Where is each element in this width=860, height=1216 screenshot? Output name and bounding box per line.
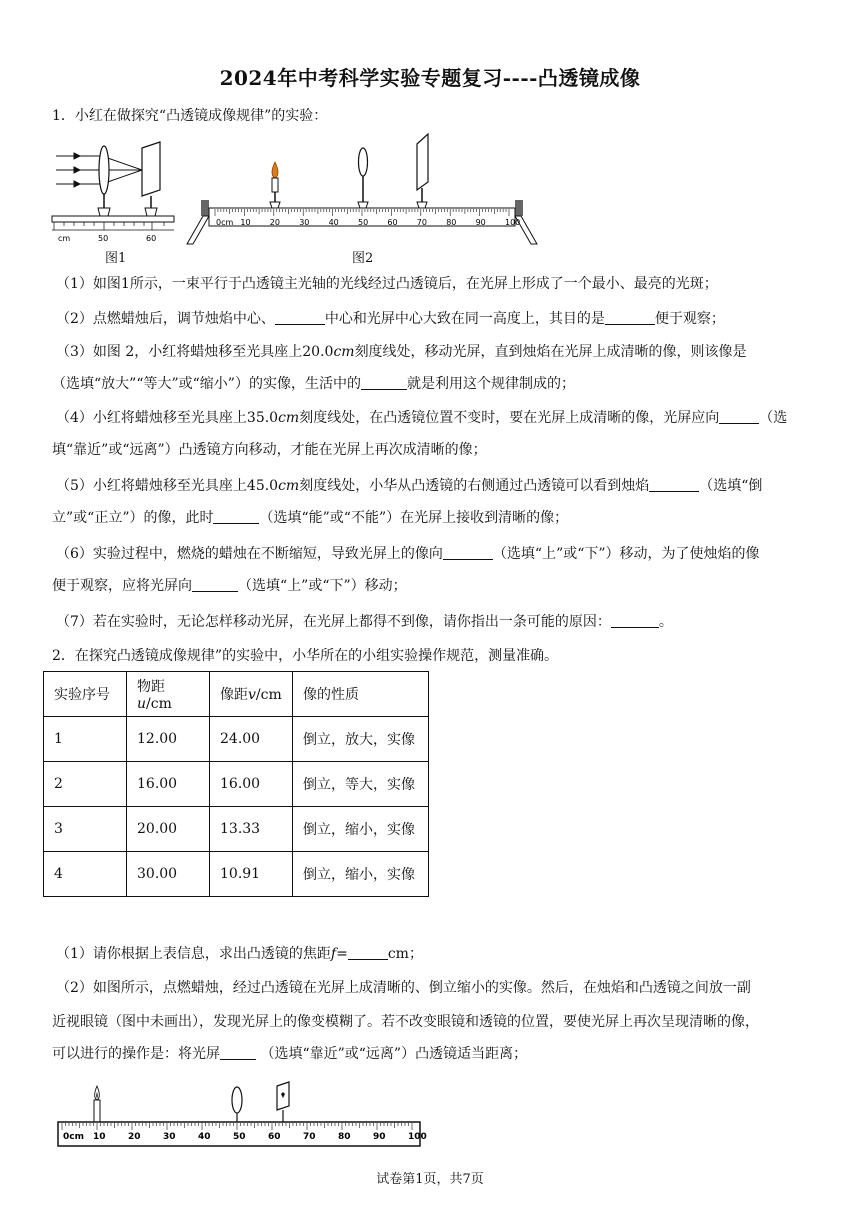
fig3-tick-label: 40 [198,1132,211,1142]
table-cell: 30.00 [127,852,210,897]
q2-part2-line2: 近视眼镜（图中未画出），发现光屏上的像变模糊了。若不改变眼镜和透镜的位置，要使光屏上再次呈现清晰的像， [52,1014,759,1030]
answer-blank[interactable] [275,310,325,325]
q1-stem: 1．小红在做探究“凸透镜成像规律”的实验： [52,108,328,124]
q1-part4-line2: 填“靠近”或“远离”）凸透镜方向移动，才能在光屏上再次成清晰的像； [52,442,487,458]
answer-blank[interactable] [605,310,655,325]
fig3-tick-label: 90 [373,1132,386,1142]
fig3-tick-label: 0cm [63,1132,84,1142]
table-cell: 倒立，等大，实像 [293,762,429,807]
answer-blank[interactable] [649,477,699,492]
fig1-tick-cm: cm [58,234,71,243]
q1-part1: （1）如图1所示，一束平行于凸透镜主光轴的光线经过凸透镜后，在光屏上形成了一个最小、最亮的光斑； [56,276,718,292]
fig2-tick-label: 70 [416,218,427,227]
fig2-tick-label: 20 [269,218,280,227]
q1-part6-line2: 便于观察，应将光屏向 （选填“上”或“下”）移动； [52,578,407,594]
answer-blank[interactable] [719,409,759,424]
table-header-row [44,672,429,717]
figure-3-optical-bench [56,1080,427,1152]
answer-blank[interactable] [611,613,659,628]
answer-blank[interactable] [361,375,407,390]
fig3-tick-label: 80 [338,1132,351,1142]
table-cell: 24.00 [210,717,293,762]
q1-part5-line1: （5）小红将蜡烛移至光具座上45.0cm刻度线处，小华从凸透镜的右侧通过凸透镜可以看到烛焰 （选填“倒 [56,478,763,494]
table-cell: 16.00 [127,762,210,807]
q1-part2: （2）点燃蜡烛后，调节烛焰中心、 中心和光屏中心大致在同一高度上，其目的是 便于观察； [56,311,725,327]
fig3-tick-label: 50 [233,1132,246,1142]
table-row [44,717,429,762]
answer-blank[interactable] [213,509,259,524]
q2-stem: 2．在探究凸透镜成像规律”的实验中，小华所在的小组实验操作规范，测量准确。 [52,648,559,664]
q1-part7: （7）若在实验时，无论怎样移动光屏，在光屏上都得不到像，请你指出一条可能的原因： 。 [56,614,673,630]
q1-part4-line1: （4）小红将蜡烛移至光具座上35.0cm刻度线处，在凸透镜位置不变时，要在光屏上成清晰的像，光屏应向 （选 [56,410,788,426]
table-row [44,852,429,897]
answer-blank[interactable] [220,1045,256,1060]
table-cell: 13.33 [210,807,293,852]
fig3-tick-label: 20 [128,1132,141,1142]
fig2-tick-label: 80 [446,218,457,227]
table-header-cell: 物距u/cm [127,672,210,717]
table-cell: 10.91 [210,852,293,897]
page-footer: 试卷第1页，共7页 [376,1172,484,1187]
q1-part3-line2: （选填“放大”“等大”或“缩小”）的实像，生活中的 就是利用这个规律制成的； [52,376,575,392]
fig2-tick-label: 30 [299,218,310,227]
table-cell: 1 [44,717,127,762]
fig2-tick-label: 10 [240,218,251,227]
table-header-cell: 实验序号 [44,672,127,717]
table-cell: 16.00 [210,762,293,807]
answer-blank[interactable] [192,577,238,592]
q2-part1: （1）请你根据上表信息，求出凸透镜的焦距f= cm； [56,946,423,962]
table-cell: 3 [44,807,127,852]
fig3-tick-label: 60 [268,1132,281,1142]
table-row [44,762,429,807]
figure-1-lens-focus [52,140,174,248]
answer-blank[interactable] [443,545,493,560]
fig1-tick-60: 60 [146,234,157,243]
table-row [44,807,429,852]
table-cell: 12.00 [127,717,210,762]
q2-data-table [43,671,429,897]
answer-blank[interactable] [348,945,388,960]
table-cell: 2 [44,762,127,807]
table-cell: 20.00 [127,807,210,852]
q1-part6-line1: （6）实验过程中，燃烧的蜡烛在不断缩短，导致光屏上的像向 （选填“上”或“下”）移动，为了使烛焰的像 [56,546,760,562]
q1-part5-line2: 立”或“正立”）的像，此时 （选填“能”或“不能”）在光屏上接收到清晰的像； [52,510,569,526]
figure-2-optical-bench [185,130,541,248]
q1-part3-line1: （3）如图 2，小红将蜡烛移至光具座上20.0cm刻度线处，移动光屏，直到烛焰在光屏上成清晰的像，则该像是 [56,344,747,360]
fig2-tick-label: 50 [358,218,369,227]
table-header-cell: 像的性质 [293,672,429,717]
q2-part2-line1: （2）如图所示，点燃蜡烛，经过凸透镜在光屏上成清晰的、倒立缩小的实像。然后，在烛焰和凸透镜之间放一副 [56,980,751,996]
fig2-tick-label: 60 [387,218,398,227]
table-cell: 4 [44,852,127,897]
fig2-tick-label: 0cm [216,218,234,227]
table-header-cell: 像距v/cm [210,672,293,717]
q2-part2-line3: 可以进行的操作是：将光屏 （选填“靠近”或“远离”）凸透镜适当距离； [52,1046,528,1062]
fig2-label: 图2 [352,251,374,266]
fig1-tick-50: 50 [98,234,109,243]
fig3-tick-label: 10 [93,1132,106,1142]
fig3-tick-label: 70 [303,1132,316,1142]
fig2-tick-label: 90 [475,218,486,227]
fig2-tick-label: 40 [328,218,339,227]
fig2-tick-label: 100 [505,218,521,227]
fig3-tick-label: 100 [408,1132,427,1142]
page-title: 2024年中考科学实验专题复习----凸透镜成像 [219,66,641,90]
table-cell: 倒立，放大，实像 [293,717,429,762]
table-cell: 倒立，缩小，实像 [293,807,429,852]
table-cell: 倒立，缩小，实像 [293,852,429,897]
fig3-tick-label: 30 [163,1132,176,1142]
fig1-label: 图1 [105,251,127,266]
